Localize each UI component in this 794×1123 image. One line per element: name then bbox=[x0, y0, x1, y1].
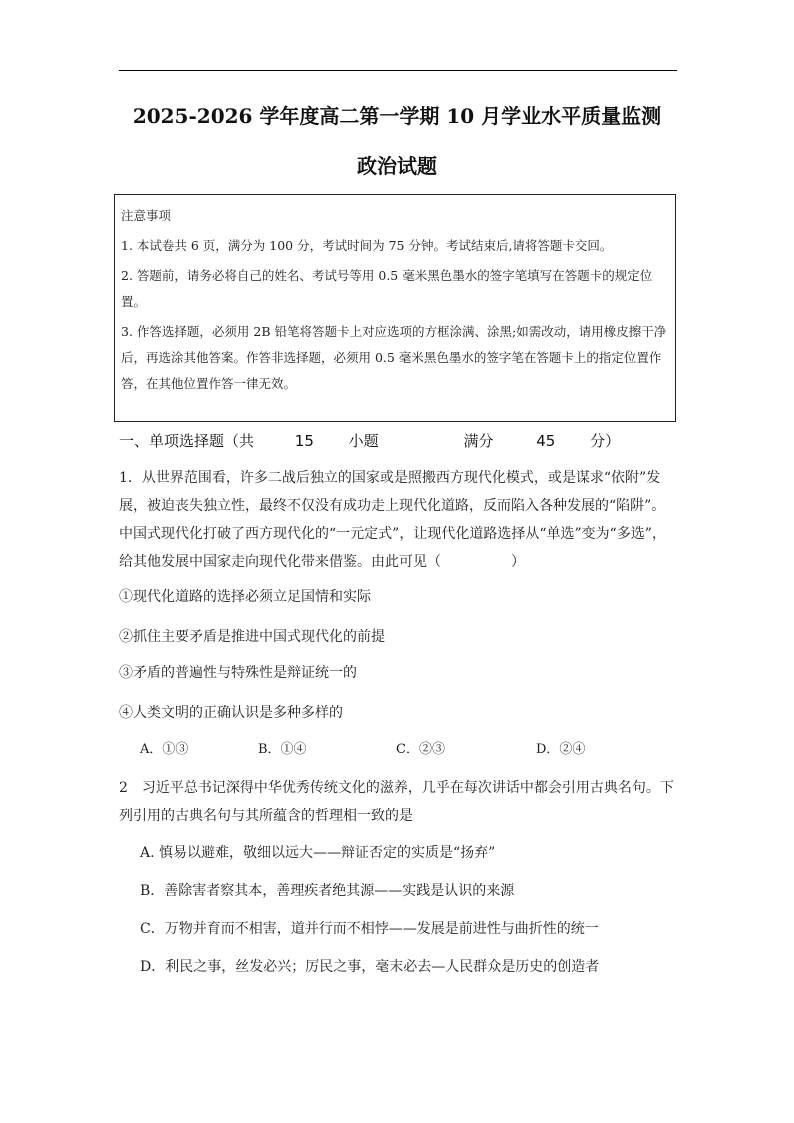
q2-option-c: C．万物并育而不相害，道并行而不相悖——发展是前进性与曲折性的统一 bbox=[140, 921, 599, 937]
section-heading bbox=[119, 430, 679, 451]
notice-heading: 注意事项 bbox=[121, 208, 172, 223]
choice-a: A．①③ bbox=[140, 742, 189, 757]
choice-c: C．②③ bbox=[396, 742, 445, 757]
score-label: 满分 bbox=[463, 432, 494, 450]
section-label: 一、单项选择题（共 bbox=[119, 432, 255, 450]
notice-item-1: 1. 本试卷共 6 页，满分为 100 分，考试时间为 75 分钟。考试结束后,请将答题卡交回。 bbox=[121, 238, 613, 253]
statement-3: ③矛盾的普遍性与特殊性是辩证统一的 bbox=[119, 665, 357, 681]
notice-box bbox=[114, 194, 676, 422]
question-1-paren-close: ） bbox=[511, 554, 525, 570]
choice-d: D．②④ bbox=[536, 742, 586, 757]
notice-item-2: 2. 答题前，请务必将自己的姓名、考试号等用 0.5 毫米黑色墨水的签字笔填写在答题卡的规定位置。 bbox=[121, 268, 653, 309]
q2-option-d: D．利民之事，丝发必兴；厉民之事，毫末必去—人民群众是历史的创造者 bbox=[140, 959, 600, 975]
exam-subject: 政治试题 bbox=[357, 154, 437, 178]
question-1 bbox=[119, 464, 679, 576]
choice-b: B．①④ bbox=[258, 742, 307, 757]
notice-item-3: 3. 作答选择题，必须用 2B 铅笔将答题卡上对应选项的方框涂满、涂黑;如需改动，请用橡皮擦干净后，再选涂其他答案。作答非选择题，必须用 0.5 毫米黑色墨水的签字笔在答题卡上的指定位置作答，在其他位置作答一律无效。 bbox=[121, 324, 667, 391]
question-count: 15 bbox=[294, 432, 314, 450]
q2-option-b: B．善除害者察其本，善理疾者绝其源——实践是认识的来源 bbox=[140, 883, 515, 899]
statement-2: ②抓住主要矛盾是推进中国式现代化的前提 bbox=[119, 629, 385, 645]
question-unit: 小题 bbox=[348, 432, 379, 450]
question-2 bbox=[119, 774, 679, 830]
statement-4: ④人类文明的正确认识是多种多样的 bbox=[119, 705, 343, 721]
q2-option-a: A. 慎易以避难，敬细以远大——辩证否定的实质是“扬弃” bbox=[140, 845, 496, 861]
total-score: 45 bbox=[536, 432, 556, 450]
header-rule bbox=[119, 70, 677, 71]
question-1-stem: 1．从世界范围看，许多二战后独立的国家或是照搬西方现代化模式，或是谋求“依附”发展，被迫丧失独立性，最终不仅没有成功走上现代化道路，反而陷入各种发展的“陷阱”。中国式现代化打破了西方现代化的“一元定式”，让现代化道路选择从“单选”变为“多选”，给其他发展中国家走向现代化带来借鉴。由此可见（ bbox=[119, 470, 666, 570]
exam-title: 2025-2026 学年度高二第一学期 10 月学业水平质量监测 bbox=[132, 104, 662, 128]
score-unit: 分） bbox=[590, 432, 621, 450]
question-2-stem: 2 习近平总书记深得中华优秀传统文化的滋养，几乎在每次讲话中都会引用古典名句。下列引用的古典名句与其所蕴含的哲理相一致的是 bbox=[119, 780, 674, 824]
statement-1: ①现代化道路的选择必须立足国情和实际 bbox=[119, 589, 371, 605]
